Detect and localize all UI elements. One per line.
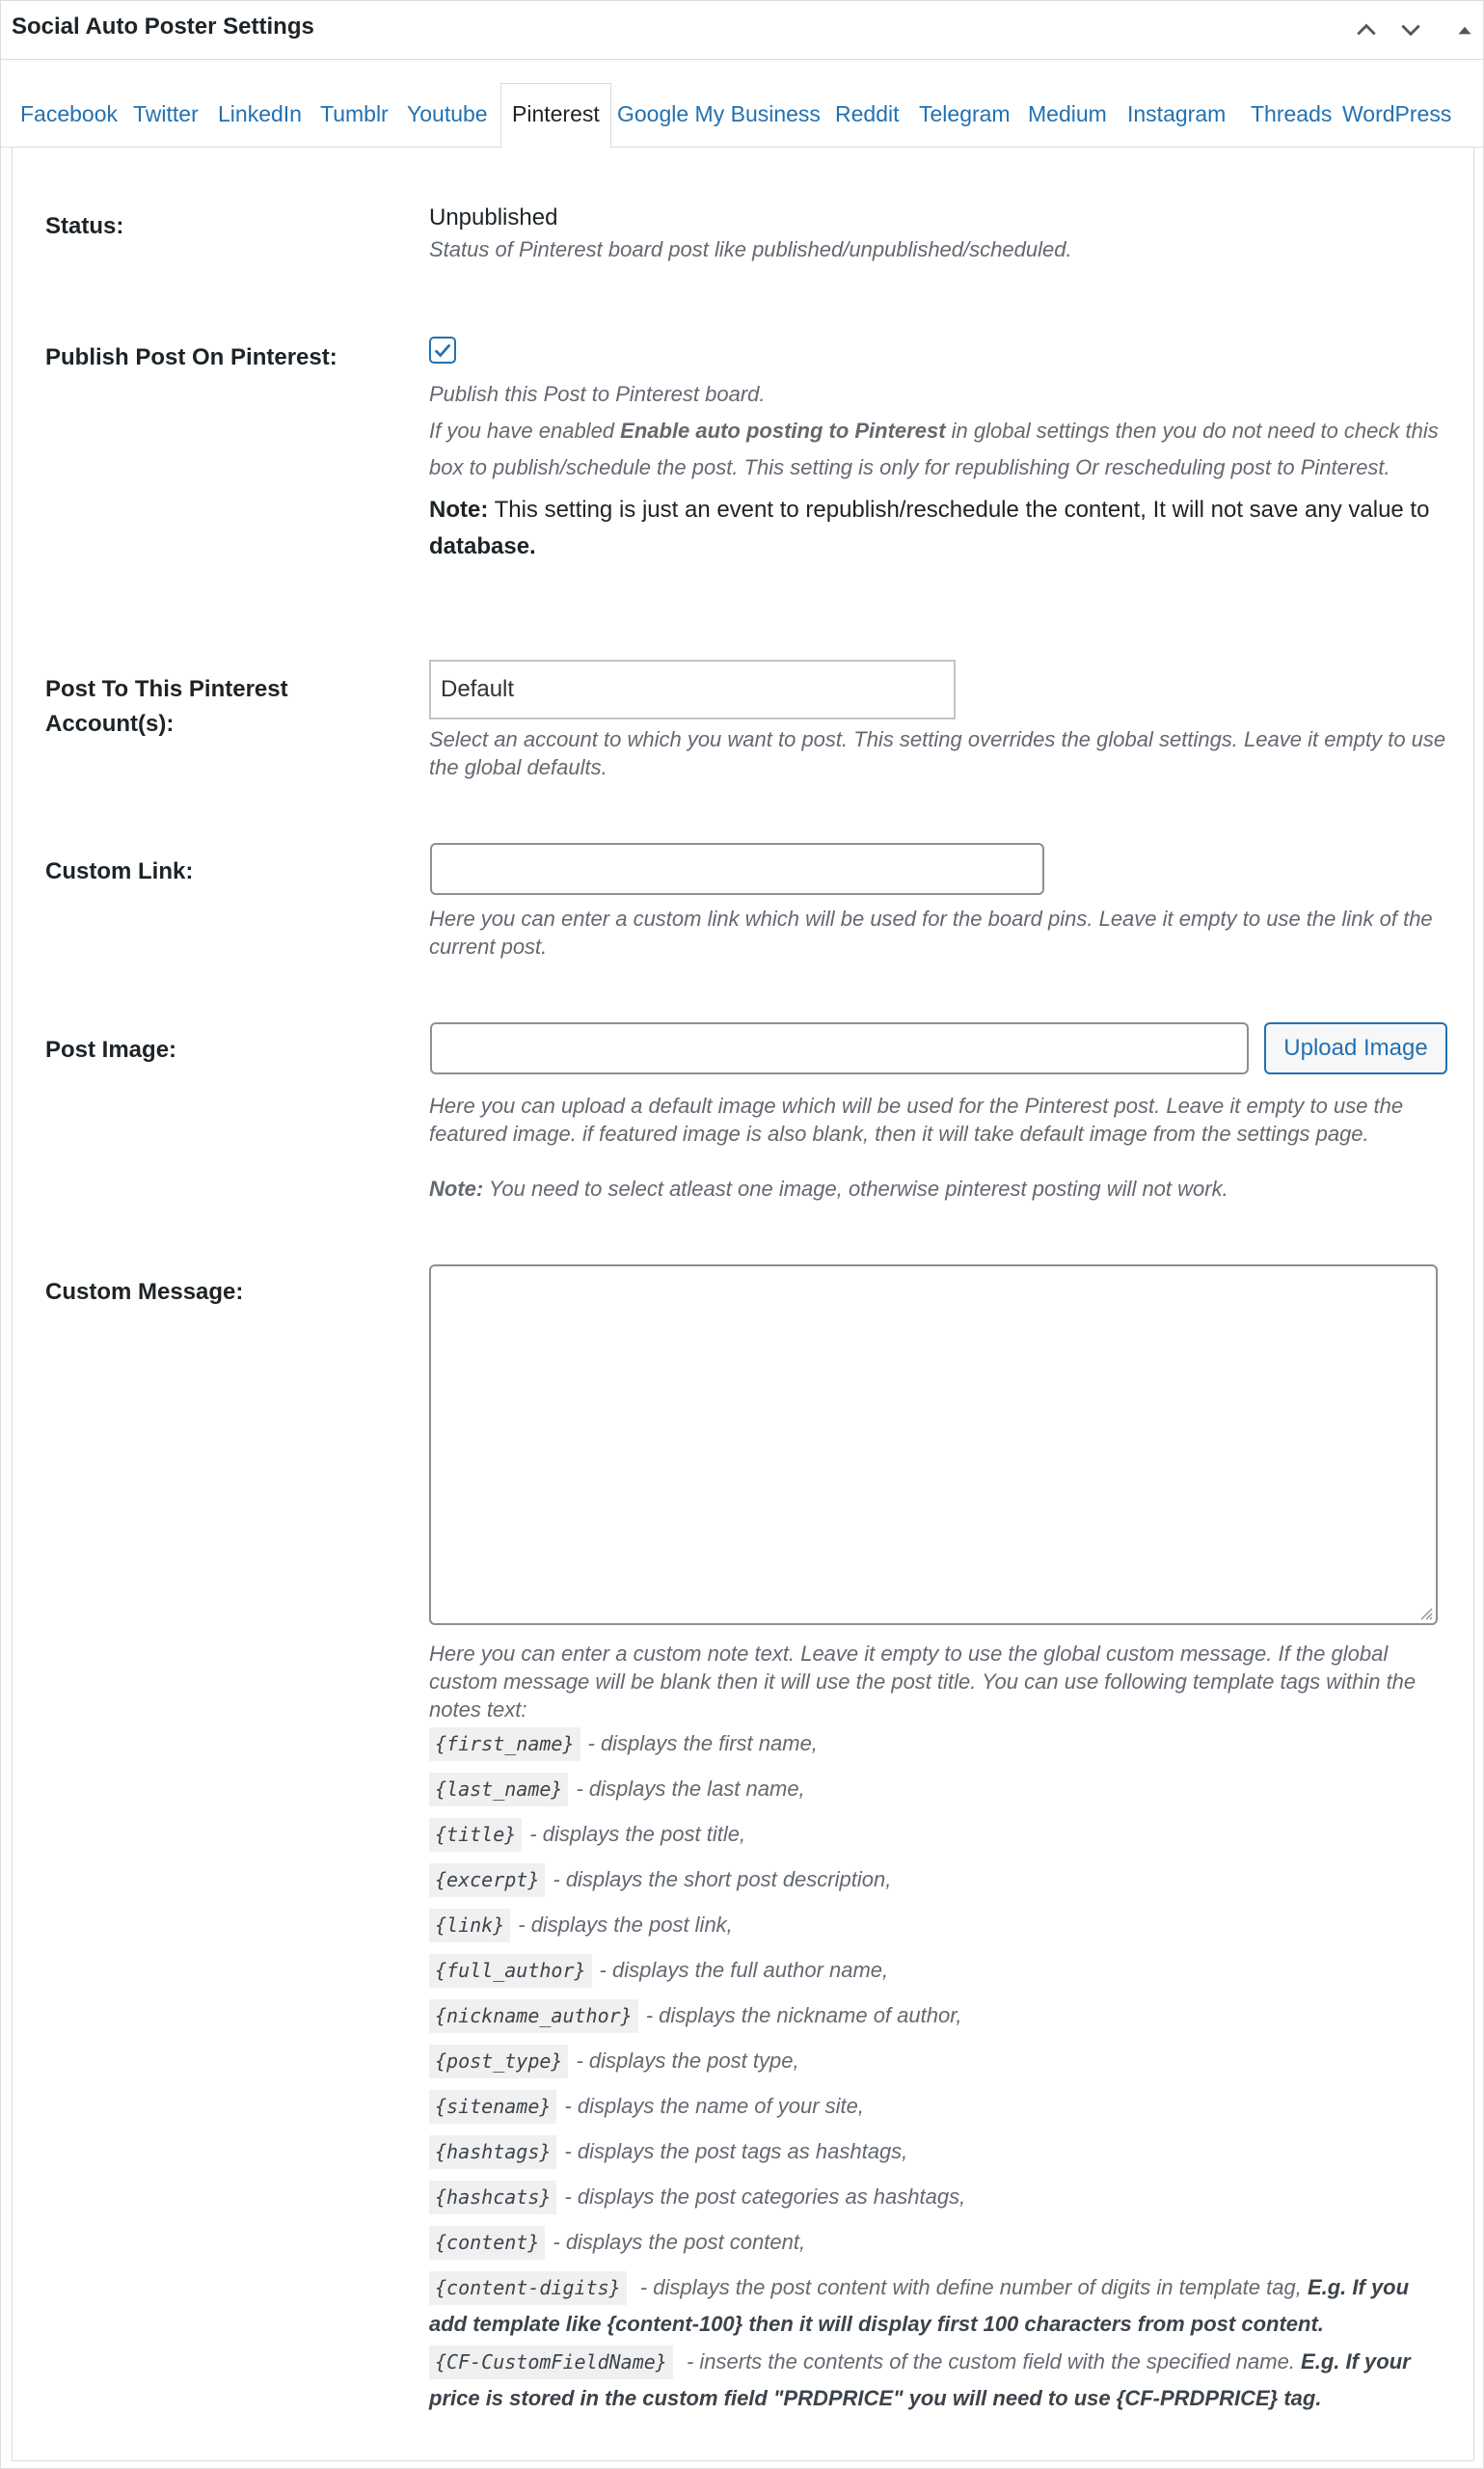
network-tabs (1, 61, 1483, 148)
publish-note-label: Note: (429, 497, 489, 523)
tab-instagram[interactable]: Instagram (1127, 101, 1227, 126)
status-value: Unpublished (429, 204, 558, 231)
tab-pinterest[interactable]: Pinterest (500, 83, 611, 149)
chevron-up-icon[interactable] (1347, 11, 1386, 49)
post-image-note-label: Note: (429, 1177, 484, 1201)
template-tag-desc: - displays the nickname of author, (645, 2003, 962, 2027)
tab-wordpress[interactable]: WordPress (1342, 101, 1452, 126)
template-tag: {nickname_author} (429, 1999, 638, 2033)
template-tag: {first_name} (429, 1727, 580, 1761)
template-tag: {content-digits} (429, 2271, 627, 2305)
template-tag-desc: - displays the post tags as hashtags, (564, 2139, 908, 2163)
status-field (429, 201, 1451, 263)
status-description: Status of Pinterest board post like published/unpublished/scheduled. (429, 237, 1072, 261)
upload-image-button[interactable]: Upload Image (1264, 1022, 1447, 1074)
custom-message-textarea[interactable] (429, 1264, 1438, 1625)
publish-field (429, 337, 1451, 565)
publish-desc2-c: in global settings then you do not need to check this box to publish/schedule the post. This setting is only for republishing Or rescheduling post to Pinterest. (429, 419, 1439, 479)
template-tag: {hashcats} (429, 2181, 556, 2214)
tab-threads[interactable]: Threads (1251, 101, 1333, 126)
tab-reddit[interactable]: Reddit (835, 101, 900, 126)
template-tag: {sitename} (429, 2090, 556, 2124)
template-tag-desc: - displays the post categories as hashtags, (564, 2184, 966, 2209)
tab-youtube[interactable]: Youtube (407, 101, 488, 126)
metabox-title: Social Auto Poster Settings (12, 14, 314, 40)
tab-twitter[interactable]: Twitter (133, 101, 199, 126)
account-select[interactable]: Default (429, 660, 956, 719)
custom-message-label: Custom Message: (45, 1279, 244, 1305)
publish-description-1: Publish this Post to Pinterest board. (429, 382, 766, 406)
post-image-note (429, 1175, 1451, 1203)
checkmark-icon (432, 339, 453, 361)
template-tag-desc: - displays the last name, (576, 1777, 805, 1801)
template-tag-row (429, 2133, 907, 2169)
template-tag-row (429, 1725, 818, 1761)
template-tag-row (429, 1816, 745, 1852)
template-tag-desc: - displays the post content, (553, 2230, 806, 2254)
account-description: Select an account to which you want to post. This setting overrides the global settings. Leave it empty to use the global defaults. (429, 727, 1446, 779)
tab-google-my-business[interactable]: Google My Business (617, 101, 821, 126)
tab-tumblr[interactable]: Tumblr (320, 101, 389, 126)
template-tag-example: E.g. If you add template like {content-100} then it will display first 100 characters from post content. (429, 2275, 1410, 2336)
template-tag-desc: - displays the post title, (529, 1822, 746, 1846)
template-tag-desc: - displays the full author name, (599, 1958, 889, 1982)
template-tag-desc: - displays the post type, (576, 2048, 799, 2073)
publish-note (429, 492, 1451, 565)
template-tag-row (429, 1997, 961, 2033)
template-tag: {full_author} (429, 1954, 592, 1988)
template-tag-row (429, 2224, 805, 2260)
chevron-down-icon[interactable] (1391, 11, 1430, 49)
custom-link-description: Here you can enter a custom link which will be used for the board pins. Leave it empty to use the link of the current post. (429, 907, 1433, 959)
tab-telegram[interactable]: Telegram (919, 101, 1011, 126)
template-tag-desc: - displays the name of your site, (564, 2094, 865, 2118)
account-label: Post To This Pinterest Account(s): (45, 676, 288, 737)
template-tag-row (429, 1952, 888, 1988)
template-tag-row (429, 1861, 891, 1897)
post-image-label: Post Image: (45, 1037, 177, 1063)
template-tag: {title} (429, 1818, 522, 1852)
template-tag: {excerpt} (429, 1863, 545, 1897)
publish-desc2-a: If you have enabled (429, 419, 621, 443)
template-tag-row-custom-field (429, 2344, 1451, 2417)
template-tag-desc: - displays the post content with define number of digits in template tag, (634, 2275, 1308, 2299)
publish-note-bold: database. (429, 533, 536, 559)
triangle-up-icon[interactable] (1445, 11, 1484, 49)
template-tag-desc: - displays the short post description, (553, 1867, 892, 1891)
template-tag: {hashtags} (429, 2135, 556, 2169)
template-tag: {last_name} (429, 1773, 568, 1806)
tab-facebook[interactable]: Facebook (20, 101, 119, 126)
template-tag-row (429, 2043, 799, 2078)
publish-description-2 (429, 413, 1451, 486)
metabox-header (1, 1, 1483, 60)
pinterest-settings-panel (12, 147, 1474, 2461)
resize-grip-icon[interactable] (1419, 1607, 1433, 1620)
post-image-input[interactable] (430, 1022, 1249, 1074)
publish-desc2-bold: Enable auto posting to Pinterest (620, 419, 946, 443)
template-tag-example: E.g. If your price is stored in the custom field "PRDPRICE" you will need to use {CF-PRDPRICE} tag. (429, 2349, 1411, 2410)
template-tag-desc: - displays the post link, (518, 1913, 733, 1937)
custom-link-label: Custom Link: (45, 858, 194, 884)
template-tag-row (429, 1771, 805, 1806)
template-tag-row-content-digits (429, 2269, 1451, 2343)
custom-link-input[interactable] (430, 843, 1044, 895)
custom-message-description: Here you can enter a custom note text. Leave it empty to use the global custom message. If the global custom message will be blank then it will use the post title. You can use following template tags within the notes text: (429, 1641, 1417, 1722)
template-tag: {content} (429, 2226, 545, 2260)
status-label: Status: (45, 213, 124, 239)
template-tag-row (429, 2179, 965, 2214)
template-tag-desc: - inserts the contents of the custom field with the specified name. (680, 2349, 1302, 2374)
publish-label: Publish Post On Pinterest: (45, 344, 337, 370)
template-tag: {post_type} (429, 2045, 568, 2078)
template-tag: {CF-CustomFieldName} (429, 2346, 673, 2379)
template-tag-row (429, 1907, 733, 1942)
publish-note-text: This setting is just an event to republish/reschedule the content, It will not save any value to (488, 497, 1430, 523)
post-image-note-text: You need to select atleast one image, otherwise pinterest posting will not work. (483, 1177, 1228, 1201)
template-tag-row (429, 2088, 864, 2124)
post-image-description: Here you can upload a default image which will be used for the Pinterest post. Leave it empty to use the featured image. if featured image is also blank, then it will take default image from the settings page. (429, 1094, 1404, 1146)
publish-checkbox[interactable] (429, 337, 456, 364)
template-tag-desc: - displays the first name, (587, 1731, 818, 1755)
tab-linkedin[interactable]: LinkedIn (218, 101, 302, 126)
template-tag: {link} (429, 1909, 510, 1942)
tab-medium[interactable]: Medium (1028, 101, 1107, 126)
